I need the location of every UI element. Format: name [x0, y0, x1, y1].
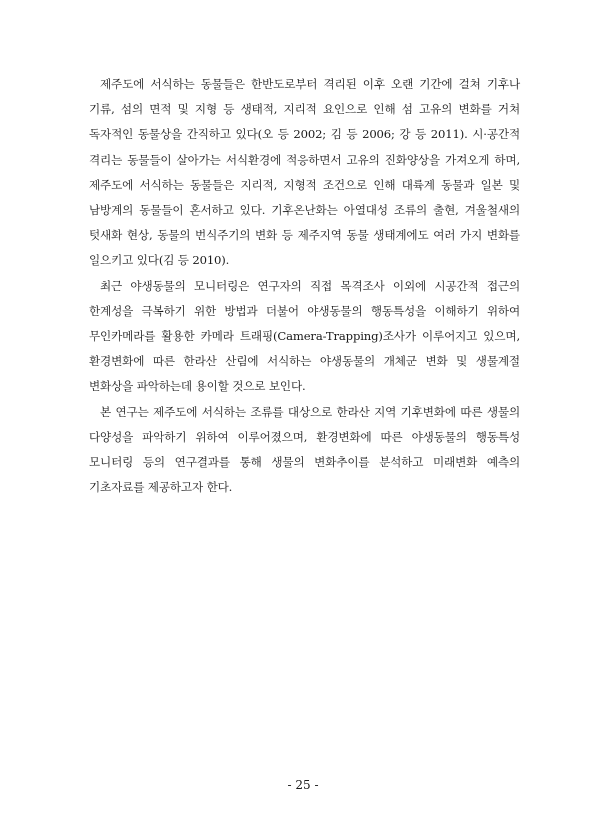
page-number: - 25 - — [287, 778, 319, 792]
paragraph-1: 제주도에 서식하는 동물들은 한반도로부터 격리된 이후 오랜 기간에 걸쳐 기후나 기류, 섬의 면적 및 지형 등 생태적, 지리적 요인으로 인해 섬 고유의 변화를 거쳐 독자적인 동물상을 간직하고 있다(오 등 2002; 김 등 2006; 강 등 2011). 시·공간적 격리는 동물들이 살아가는 서식환경에 적응하면서 고유의 진화양상을 가져오게 하며, 제주도에 서식하는 동물들은 지리적, 지형적 조건으로 인해 대륙계 동물과 일본 및 남방계의 동물들이 혼서하고 있다. 기후온난화는 아열대성 조류의 출현, 겨울철새의 텃새화 현상, 동물의 번식주기의 변화 등 제주지역 동물 생태계에도 여러 가지 변화를 일으키고 있다(김 등 2010). — [89, 77, 520, 268]
paragraph-2: 최근 야생동물의 모니터링은 연구자의 직접 목격조사 이외에 시공간적 접근의 한계성을 극복하기 위한 방법과 더불어 야생동물의 행동특성을 이해하기 위하여 무인카메라를 활용한 카메라 트래핑(Camera-Trapping)조사가 이루어지고 있으며, 환경변화에 따른 한라산 산림에 서식하는 야생동물의 개체군 변화 및 생물계절 변화상을 파악하는데 용이할 것으로 보인다. — [89, 278, 520, 394]
body-text — [89, 72, 520, 500]
paragraph-3: 본 연구는 제주도에 서식하는 조류를 대상으로 한라산 지역 기후변화에 따른 생물의 다양성을 파악하기 위하여 이루어졌으며, 환경변화에 따른 야생동물의 행동특성 모니터링 등의 연구결과를 통해 생물의 변화추이를 분석하고 미래변화 예측의 기초자료를 제공하고자 한다. — [89, 404, 520, 495]
